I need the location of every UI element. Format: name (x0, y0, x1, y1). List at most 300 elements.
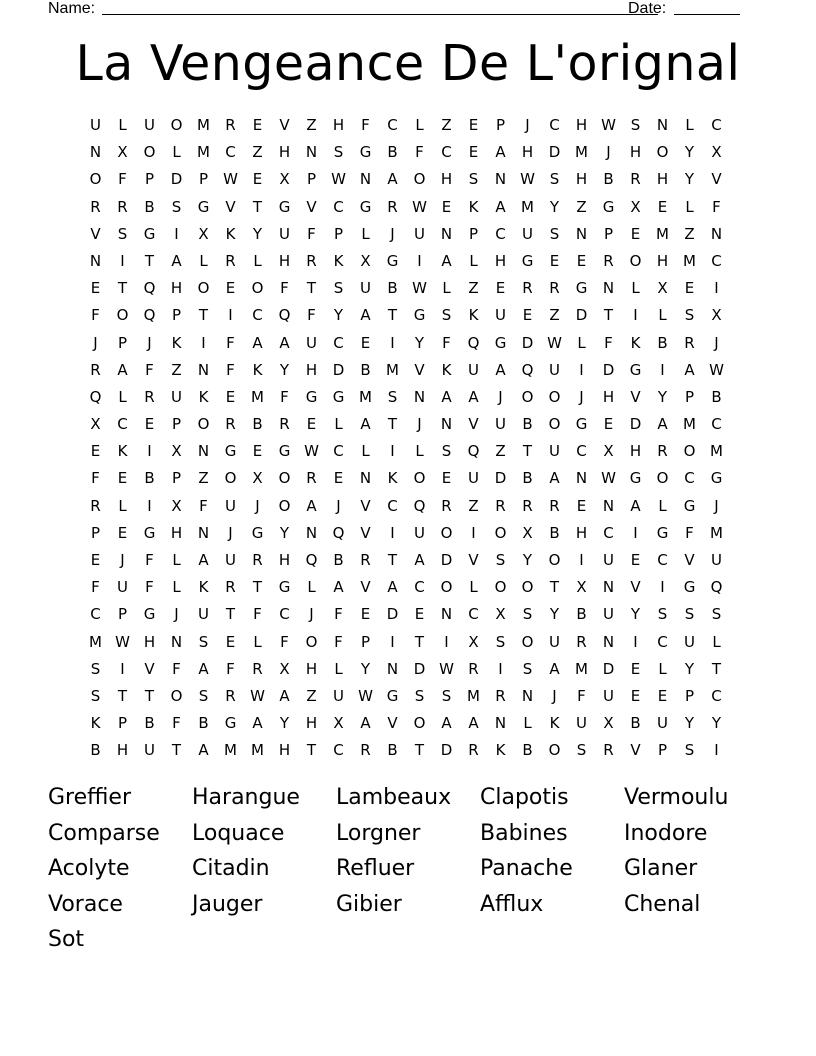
grid-letter[interactable]: M (386, 360, 399, 379)
grid-letter[interactable]: N (440, 605, 453, 624)
grid-letter[interactable]: R (684, 333, 695, 352)
grid-letter[interactable]: C (333, 741, 344, 760)
grid-letter[interactable]: Q (467, 442, 480, 461)
grid-letter[interactable]: K (630, 333, 641, 352)
grid-letter[interactable]: D (413, 659, 426, 678)
grid-letter[interactable]: U (468, 360, 479, 379)
grid-letter[interactable]: L (199, 251, 208, 270)
grid-letter[interactable]: V (279, 116, 290, 134)
grid-letter[interactable]: G (143, 224, 156, 243)
grid-letter[interactable]: F (145, 551, 154, 569)
grid-letter[interactable]: A (171, 251, 182, 270)
grid-letter[interactable]: E (657, 686, 668, 705)
grid-letter[interactable]: S (90, 659, 101, 678)
grid-letter[interactable]: I (633, 523, 638, 542)
grid-letter[interactable]: G (656, 523, 669, 542)
grid-letter[interactable]: D (494, 469, 507, 488)
grid-letter[interactable]: S (495, 632, 506, 651)
grid-letter[interactable]: V (630, 741, 641, 760)
grid-letter[interactable]: Y (711, 714, 722, 733)
grid-letter[interactable]: U (198, 605, 209, 624)
grid-letter[interactable]: X (252, 469, 263, 488)
grid-letter[interactable]: F (307, 224, 316, 243)
grid-letter[interactable]: Q (710, 578, 723, 597)
grid-letter[interactable]: E (225, 387, 236, 406)
grid-letter[interactable]: U (225, 551, 236, 569)
grid-letter[interactable]: G (710, 469, 723, 488)
grid-letter[interactable]: Y (684, 143, 695, 162)
grid-letter[interactable]: F (577, 686, 586, 705)
grid-letter[interactable]: J (174, 605, 179, 624)
grid-letter[interactable]: I (147, 442, 152, 461)
grid-letter[interactable]: T (117, 279, 128, 298)
grid-letter[interactable]: N (440, 224, 453, 243)
grid-letter[interactable]: S (549, 224, 560, 243)
grid-letter[interactable]: C (711, 686, 722, 705)
grid-letter[interactable]: L (334, 415, 343, 434)
grid-letter[interactable]: C (684, 469, 695, 488)
grid-letter[interactable]: T (252, 197, 263, 216)
grid-letter[interactable]: G (602, 197, 615, 216)
grid-letter[interactable]: E (630, 659, 641, 678)
grid-letter[interactable]: F (91, 306, 100, 325)
grid-letter[interactable]: U (657, 714, 668, 733)
grid-letter[interactable]: N (386, 659, 399, 678)
grid-letter[interactable]: D (575, 306, 588, 325)
grid-letter[interactable]: H (116, 741, 129, 760)
grid-letter[interactable]: P (144, 170, 155, 189)
grid-letter[interactable]: U (603, 686, 614, 705)
grid-letter[interactable]: X (333, 714, 344, 733)
grid-letter[interactable]: Z (495, 442, 506, 461)
grid-letter[interactable]: R (468, 741, 479, 760)
grid-letter[interactable]: V (630, 578, 641, 597)
grid-letter[interactable]: H (278, 251, 291, 270)
grid-letter[interactable]: X (198, 224, 209, 243)
grid-letter[interactable]: L (685, 116, 694, 134)
grid-letter[interactable]: I (390, 523, 395, 542)
grid-letter[interactable]: C (333, 197, 344, 216)
grid-letter[interactable]: G (332, 387, 345, 406)
grid-letter[interactable]: V (306, 197, 317, 216)
grid-letter[interactable]: F (361, 116, 370, 134)
grid-letter[interactable]: G (224, 442, 237, 461)
grid-letter[interactable]: I (147, 496, 152, 515)
grid-letter[interactable]: B (522, 415, 533, 434)
grid-letter[interactable]: L (172, 551, 181, 569)
grid-letter[interactable]: R (495, 686, 506, 705)
grid-letter[interactable]: L (118, 496, 127, 515)
grid-letter[interactable]: G (278, 578, 291, 597)
grid-letter[interactable]: U (711, 551, 722, 569)
grid-letter[interactable]: I (390, 632, 395, 651)
grid-letter[interactable]: E (684, 279, 695, 298)
grid-letter[interactable]: O (413, 170, 426, 189)
grid-letter[interactable]: H (629, 442, 642, 461)
grid-letter[interactable]: N (413, 387, 426, 406)
grid-letter[interactable]: E (360, 333, 371, 352)
grid-letter[interactable]: O (413, 469, 426, 488)
grid-letter[interactable]: L (172, 143, 181, 162)
grid-letter[interactable]: H (629, 143, 642, 162)
grid-letter[interactable]: F (118, 170, 127, 189)
grid-letter[interactable]: Q (143, 279, 156, 298)
grid-letter[interactable]: P (603, 224, 614, 243)
grid-letter[interactable]: B (90, 741, 101, 760)
grid-letter[interactable]: I (633, 632, 638, 651)
grid-letter[interactable]: U (171, 387, 182, 406)
grid-letter[interactable]: C (657, 551, 668, 569)
grid-letter[interactable]: B (657, 333, 668, 352)
grid-letter[interactable]: A (333, 578, 344, 597)
grid-letter[interactable]: P (117, 605, 128, 624)
grid-letter[interactable]: W (709, 360, 724, 379)
grid-letter[interactable]: J (525, 116, 530, 134)
grid-letter[interactable]: R (90, 360, 101, 379)
grid-letter[interactable]: N (170, 632, 183, 651)
grid-letter[interactable]: C (711, 116, 722, 134)
grid-letter[interactable]: M (251, 741, 264, 760)
grid-letter[interactable]: G (413, 306, 426, 325)
grid-letter[interactable]: B (360, 360, 371, 379)
grid-letter[interactable]: G (629, 469, 642, 488)
grid-letter[interactable]: R (522, 279, 533, 298)
grid-letter[interactable]: J (147, 333, 152, 352)
grid-letter[interactable]: E (576, 496, 587, 515)
grid-letter[interactable]: Y (522, 551, 533, 569)
grid-letter[interactable]: B (333, 551, 344, 569)
grid-letter[interactable]: D (440, 741, 453, 760)
grid-letter[interactable]: F (172, 659, 181, 678)
grid-letter[interactable]: V (90, 224, 101, 243)
grid-letter[interactable]: P (684, 686, 695, 705)
grid-letter[interactable]: O (521, 387, 534, 406)
grid-letter[interactable]: Z (684, 224, 695, 243)
grid-letter[interactable]: P (198, 170, 209, 189)
grid-letter[interactable]: M (710, 523, 723, 542)
grid-letter[interactable]: E (225, 632, 236, 651)
grid-letter[interactable]: D (548, 143, 561, 162)
grid-letter[interactable]: C (279, 605, 290, 624)
grid-letter[interactable]: O (548, 415, 561, 434)
grid-letter[interactable]: Y (279, 714, 290, 733)
grid-letter[interactable]: G (224, 714, 237, 733)
grid-letter[interactable]: B (522, 469, 533, 488)
grid-letter[interactable]: N (89, 251, 102, 270)
grid-letter[interactable]: T (171, 741, 182, 760)
grid-letter[interactable]: A (684, 360, 695, 379)
grid-letter[interactable]: M (683, 415, 696, 434)
grid-letter[interactable]: X (522, 523, 533, 542)
grid-letter[interactable]: K (252, 360, 263, 379)
grid-letter[interactable]: X (171, 442, 182, 461)
grid-letter[interactable]: C (657, 632, 668, 651)
grid-letter[interactable]: N (494, 714, 507, 733)
grid-letter[interactable]: G (629, 360, 642, 379)
grid-letter[interactable]: X (603, 442, 614, 461)
grid-letter[interactable]: N (440, 415, 453, 434)
grid-letter[interactable]: N (197, 442, 210, 461)
grid-letter[interactable]: B (144, 714, 155, 733)
grid-letter[interactable]: J (120, 551, 125, 569)
grid-letter[interactable]: I (579, 360, 584, 379)
grid-letter[interactable]: T (144, 251, 155, 270)
grid-letter[interactable]: C (225, 143, 236, 162)
grid-letter[interactable]: X (279, 659, 290, 678)
grid-letter[interactable]: H (575, 170, 588, 189)
grid-letter[interactable]: R (549, 279, 560, 298)
grid-letter[interactable]: O (548, 551, 561, 569)
grid-letter[interactable]: A (414, 551, 425, 569)
grid-letter[interactable]: L (442, 279, 451, 298)
grid-letter[interactable]: N (575, 224, 588, 243)
grid-letter[interactable]: S (387, 387, 398, 406)
grid-letter[interactable]: U (306, 333, 317, 352)
grid-letter[interactable]: S (90, 686, 101, 705)
grid-letter[interactable]: E (117, 469, 128, 488)
grid-letter[interactable]: E (630, 551, 641, 569)
grid-letter[interactable]: G (521, 251, 534, 270)
grid-letter[interactable]: E (630, 686, 641, 705)
grid-letter[interactable]: A (360, 714, 371, 733)
grid-letter[interactable]: I (444, 632, 449, 651)
grid-letter[interactable]: E (252, 170, 263, 189)
grid-letter[interactable]: J (498, 387, 503, 406)
grid-letter[interactable]: T (711, 659, 722, 678)
grid-letter[interactable]: G (386, 686, 399, 705)
grid-letter[interactable]: F (253, 605, 262, 624)
grid-letter[interactable]: E (252, 116, 263, 134)
grid-letter[interactable]: Z (252, 143, 263, 162)
grid-letter[interactable]: C (90, 605, 101, 624)
grid-letter[interactable]: U (90, 116, 101, 134)
grid-letter[interactable]: T (198, 306, 209, 325)
grid-letter[interactable]: U (684, 632, 695, 651)
grid-letter[interactable]: R (225, 578, 236, 597)
grid-letter[interactable]: R (657, 442, 668, 461)
grid-letter[interactable]: A (198, 741, 209, 760)
grid-letter[interactable]: C (387, 496, 398, 515)
grid-letter[interactable]: B (711, 387, 722, 406)
grid-letter[interactable]: G (359, 197, 372, 216)
grid-letter[interactable]: T (252, 578, 263, 597)
grid-letter[interactable]: D (602, 360, 615, 379)
grid-letter[interactable]: P (360, 632, 371, 651)
grid-letter[interactable]: S (468, 170, 479, 189)
grid-letter[interactable]: V (225, 197, 236, 216)
grid-letter[interactable]: J (228, 523, 233, 542)
grid-letter[interactable]: W (223, 170, 238, 189)
grid-letter[interactable]: S (414, 686, 425, 705)
grid-letter[interactable]: X (576, 578, 587, 597)
grid-letter[interactable]: Q (467, 333, 480, 352)
grid-letter[interactable]: F (226, 360, 235, 379)
grid-letter[interactable]: R (549, 496, 560, 515)
grid-letter[interactable]: B (144, 197, 155, 216)
grid-letter[interactable]: E (657, 197, 668, 216)
grid-letter[interactable]: U (549, 442, 560, 461)
grid-letter[interactable]: W (547, 333, 562, 352)
grid-letter[interactable]: Z (441, 116, 452, 134)
grid-letter[interactable]: H (332, 116, 345, 134)
grid-letter[interactable]: R (225, 686, 236, 705)
grid-letter[interactable]: A (360, 415, 371, 434)
grid-letter[interactable]: O (170, 686, 183, 705)
grid-letter[interactable]: O (548, 741, 561, 760)
grid-letter[interactable]: O (413, 714, 426, 733)
grid-letter[interactable]: H (143, 632, 156, 651)
grid-letter[interactable]: U (495, 415, 506, 434)
grid-letter[interactable]: A (549, 659, 560, 678)
grid-letter[interactable]: G (278, 442, 291, 461)
grid-letter[interactable]: U (414, 523, 425, 542)
grid-letter[interactable]: T (306, 279, 317, 298)
grid-letter[interactable]: K (198, 387, 209, 406)
grid-letter[interactable]: B (549, 523, 560, 542)
grid-letter[interactable]: D (629, 415, 642, 434)
grid-letter[interactable]: B (630, 714, 641, 733)
grid-letter[interactable]: N (710, 224, 723, 243)
grid-letter[interactable]: I (471, 523, 476, 542)
grid-letter[interactable]: E (468, 143, 479, 162)
grid-letter[interactable]: I (390, 333, 395, 352)
grid-letter[interactable]: J (606, 143, 611, 162)
grid-letter[interactable]: J (714, 333, 719, 352)
grid-letter[interactable]: U (144, 741, 155, 760)
grid-letter[interactable]: V (144, 659, 155, 678)
grid-letter[interactable]: P (306, 170, 317, 189)
grid-letter[interactable]: O (305, 632, 318, 651)
grid-letter[interactable]: P (495, 116, 506, 134)
grid-letter[interactable]: N (656, 116, 669, 134)
grid-letter[interactable]: N (305, 523, 318, 542)
grid-letter[interactable]: A (441, 387, 452, 406)
grid-letter[interactable]: T (225, 605, 236, 624)
grid-letter[interactable]: A (468, 714, 479, 733)
grid-letter[interactable]: R (495, 496, 506, 515)
grid-letter[interactable]: G (197, 197, 210, 216)
grid-letter[interactable]: W (250, 686, 265, 705)
grid-letter[interactable]: H (278, 143, 291, 162)
grid-letter[interactable]: A (630, 496, 641, 515)
grid-letter[interactable]: U (414, 224, 425, 243)
grid-letter[interactable]: K (441, 360, 452, 379)
grid-letter[interactable]: G (683, 578, 696, 597)
grid-letter[interactable]: M (359, 387, 372, 406)
grid-letter[interactable]: H (278, 551, 291, 569)
grid-letter[interactable]: N (359, 469, 372, 488)
grid-letter[interactable]: Y (414, 333, 425, 352)
grid-letter[interactable]: U (522, 224, 533, 243)
grid-letter[interactable]: H (575, 116, 588, 134)
grid-letter[interactable]: P (171, 469, 182, 488)
grid-letter[interactable]: O (656, 469, 669, 488)
grid-letter[interactable]: R (522, 496, 533, 515)
grid-letter[interactable]: T (414, 632, 425, 651)
grid-letter[interactable]: O (521, 578, 534, 597)
grid-letter[interactable]: F (226, 333, 235, 352)
grid-letter[interactable]: E (522, 306, 533, 325)
grid-letter[interactable]: B (522, 741, 533, 760)
grid-letter[interactable]: R (144, 387, 155, 406)
grid-letter[interactable]: E (414, 605, 425, 624)
grid-letter[interactable]: E (549, 251, 560, 270)
grid-letter[interactable]: M (197, 143, 210, 162)
grid-letter[interactable]: S (441, 442, 452, 461)
grid-letter[interactable]: A (441, 714, 452, 733)
grid-letter[interactable]: Y (279, 360, 290, 379)
grid-letter[interactable]: V (630, 387, 641, 406)
grid-letter[interactable]: T (603, 306, 614, 325)
grid-letter[interactable]: R (252, 659, 263, 678)
grid-letter[interactable]: E (441, 197, 452, 216)
grid-letter[interactable]: S (522, 659, 533, 678)
grid-letter[interactable]: A (252, 333, 263, 352)
grid-letter[interactable]: T (549, 578, 560, 597)
grid-letter[interactable]: N (89, 143, 102, 162)
grid-letter[interactable]: I (660, 578, 665, 597)
grid-letter[interactable]: A (495, 143, 506, 162)
grid-letter[interactable]: S (549, 170, 560, 189)
grid-letter[interactable]: N (494, 170, 507, 189)
grid-letter[interactable]: C (468, 605, 479, 624)
grid-letter[interactable]: R (117, 197, 128, 216)
grid-letter[interactable]: R (387, 197, 398, 216)
grid-letter[interactable]: I (390, 442, 395, 461)
grid-letter[interactable]: A (198, 659, 209, 678)
grid-letter[interactable]: L (658, 659, 667, 678)
grid-letter[interactable]: K (117, 442, 128, 461)
grid-letter[interactable]: Q (305, 551, 318, 569)
grid-letter[interactable]: P (171, 306, 182, 325)
grid-letter[interactable]: D (386, 605, 399, 624)
grid-letter[interactable]: F (334, 632, 343, 651)
grid-letter[interactable]: T (414, 741, 425, 760)
grid-letter[interactable]: P (171, 415, 182, 434)
grid-letter[interactable]: I (120, 251, 125, 270)
grid-letter[interactable]: L (658, 496, 667, 515)
grid-letter[interactable]: E (306, 415, 317, 434)
grid-letter[interactable]: M (575, 659, 588, 678)
grid-letter[interactable]: H (656, 251, 669, 270)
grid-letter[interactable]: F (442, 333, 451, 352)
grid-letter[interactable]: U (495, 306, 506, 325)
grid-letter[interactable]: C (333, 442, 344, 461)
grid-letter[interactable]: P (90, 523, 101, 542)
grid-letter[interactable]: E (144, 415, 155, 434)
grid-letter[interactable]: U (225, 496, 236, 515)
grid-letter[interactable]: Y (684, 714, 695, 733)
grid-letter[interactable]: L (658, 306, 667, 325)
grid-letter[interactable]: H (305, 714, 318, 733)
grid-letter[interactable]: G (305, 387, 318, 406)
grid-letter[interactable]: L (253, 632, 262, 651)
grid-letter[interactable]: C (333, 333, 344, 352)
grid-letter[interactable]: G (278, 197, 291, 216)
grid-letter[interactable]: K (387, 469, 398, 488)
grid-letter[interactable]: G (251, 523, 264, 542)
grid-letter[interactable]: V (360, 523, 371, 542)
grid-letter[interactable]: Y (279, 523, 290, 542)
grid-letter[interactable]: Z (468, 279, 479, 298)
grid-letter[interactable]: N (359, 170, 372, 189)
grid-letter[interactable]: R (225, 116, 236, 134)
grid-letter[interactable]: X (630, 197, 641, 216)
grid-letter[interactable]: T (306, 741, 317, 760)
grid-letter[interactable]: A (549, 469, 560, 488)
grid-letter[interactable]: T (387, 306, 398, 325)
grid-letter[interactable]: W (358, 686, 373, 705)
